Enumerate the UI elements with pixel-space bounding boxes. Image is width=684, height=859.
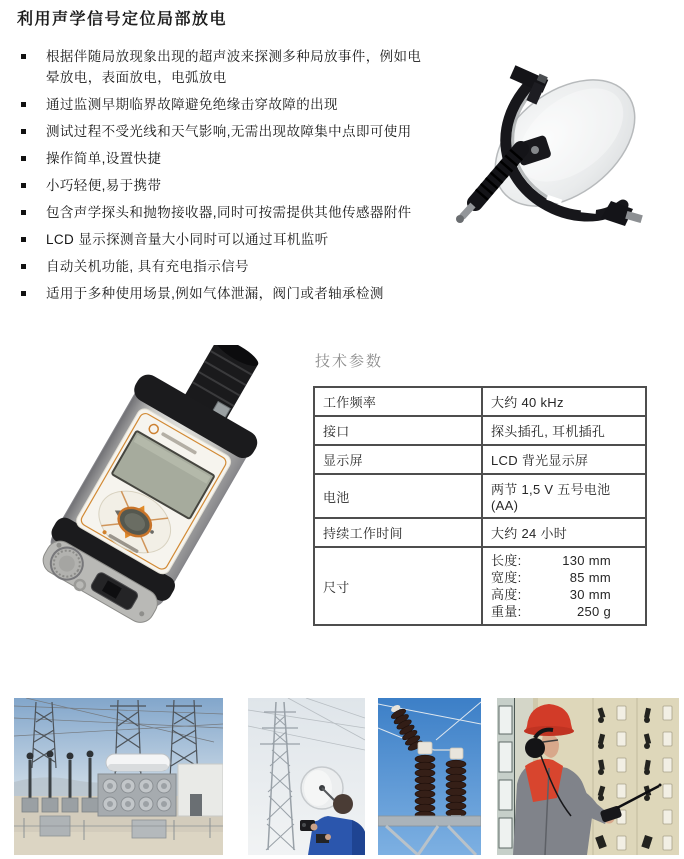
spec-row <box>314 387 646 416</box>
dimension-line <box>491 552 637 569</box>
feature-item: 根据伴随局放现象出现的超声波来探测多种局放事件，例如电晕放电，表面放电，电弧放电 <box>18 46 434 88</box>
feature-item: LCD 显示探测音量大小同时可以通过耳机监听 <box>18 229 434 250</box>
page-title: 利用声学信号定位局部放电 <box>17 11 228 28</box>
spec-label: 电池 <box>314 474 482 518</box>
dimension-name: 宽度: <box>491 570 522 585</box>
spec-value: 大约 24 小时 <box>482 518 646 547</box>
spec-row <box>314 416 646 445</box>
spec-label: 尺寸 <box>314 547 482 625</box>
spec-row <box>314 445 646 474</box>
feature-item: 操作简单,设置快捷 <box>18 148 434 169</box>
photo-control-panel-inspection <box>497 698 679 855</box>
feature-item: 适用于多种使用场景,例如气体泄漏，阀门或者轴承检测 <box>18 283 434 304</box>
dimension-value: 130 mm <box>562 553 611 568</box>
photo-insulators <box>378 698 481 855</box>
parabolic-dish-image <box>435 55 665 233</box>
spec-value-dimensions <box>482 547 646 625</box>
spec-label: 工作频率 <box>314 387 482 416</box>
spec-value: 探头插孔, 耳机插孔 <box>482 416 646 445</box>
dimension-name: 重量: <box>491 604 522 619</box>
spec-label: 接口 <box>314 416 482 445</box>
specs-section <box>313 350 647 626</box>
handheld-detector-image <box>8 345 300 635</box>
spec-label: 显示屏 <box>314 445 482 474</box>
feature-item: 自动关机功能, 具有充电指示信号 <box>18 256 434 277</box>
spec-row <box>314 518 646 547</box>
specs-heading: 技术参数 <box>315 353 384 370</box>
photo-substation <box>14 698 223 855</box>
spec-row-dimensions <box>314 547 646 625</box>
dimension-value: 30 mm <box>569 587 611 602</box>
dimension-line <box>491 586 637 603</box>
dimension-name: 高度: <box>491 587 522 602</box>
feature-item: 测试过程不受光线和天气影响,无需出现故障集中点即可使用 <box>18 121 434 142</box>
dimension-value: 250 g <box>576 604 611 619</box>
feature-item: 包含声学探头和抛物接收器,同时可按需提供其他传感器附件 <box>18 202 434 223</box>
spec-value: LCD 背光显示屏 <box>482 445 646 474</box>
dish-ellipse <box>471 55 658 232</box>
dimension-line <box>491 603 637 620</box>
spec-value: 两节 1,5 V 五号电池(AA) <box>482 474 646 518</box>
feature-list <box>18 46 434 310</box>
transformer-tank <box>98 754 176 816</box>
photo-field-inspection-dish <box>248 698 365 855</box>
dimension-value: 85 mm <box>569 570 611 585</box>
feature-item: 小巧轻便,易于携带 <box>18 175 434 196</box>
specs-table <box>313 386 647 626</box>
dimension-name: 长度: <box>491 553 522 568</box>
feature-item: 通过监测早期临界故障避免绝缘击穿故障的出现 <box>18 94 434 115</box>
spec-label: 持续工作时间 <box>314 518 482 547</box>
spec-value: 大约 40 kHz <box>482 387 646 416</box>
dimension-line <box>491 569 637 586</box>
spec-row <box>314 474 646 518</box>
